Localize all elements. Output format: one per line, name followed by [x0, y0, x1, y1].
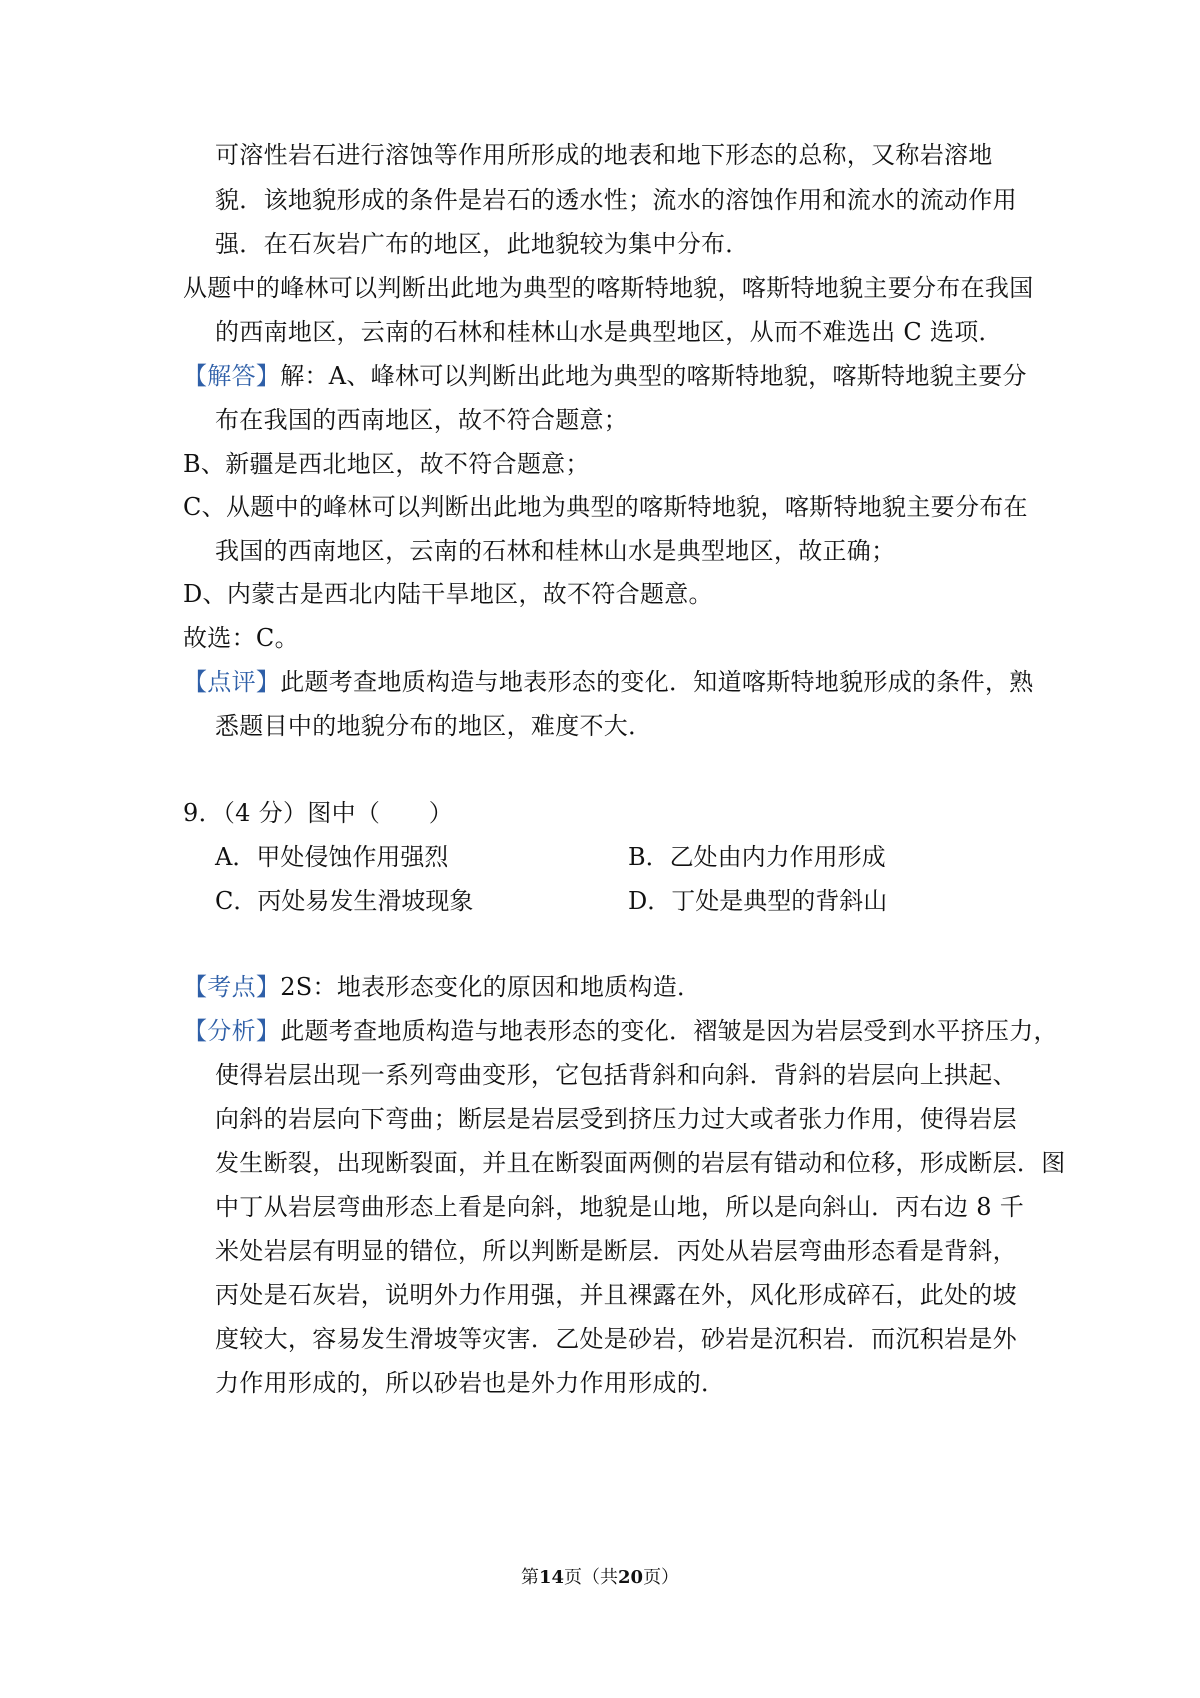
- review-line-2: 悉题目中的地貌分布的地区，难度不大．: [215, 712, 653, 740]
- answer-line-1: [183, 361, 1027, 391]
- footer-suffix: 页）: [643, 1567, 680, 1588]
- question-9-stem: 9．（4 分）图中（ ）: [183, 799, 454, 827]
- question-9-option-c: C．丙处易发生滑坡现象: [215, 887, 474, 915]
- answer-line-2: 布在我国的西南地区，故不符合题意；: [215, 406, 629, 434]
- answer-choice: 故选：C。: [183, 624, 299, 652]
- review-text-1: 此题考查地质构造与地表形态的变化．知道喀斯特地貌形成的条件，熟: [280, 668, 1034, 696]
- answer-text-1: 解：A、峰林可以判断出此地为典型的喀斯特地貌，喀斯特地貌主要分: [280, 362, 1027, 390]
- intro-line-1: 可溶性岩石进行溶蚀等作用所形成的地表和地下形态的总称，又称岩溶地: [215, 141, 993, 169]
- answer-option-d: D、内蒙古是西北内陆干旱地区，故不符合题意。: [183, 580, 713, 608]
- answer-option-c-1: C、从题中的峰林可以判断出此地为典型的喀斯特地貌，喀斯特地貌主要分布在: [183, 493, 1028, 521]
- intro-line-2: 貌．该地貌形成的条件是岩石的透水性；流水的溶蚀作用和流水的流动作用: [215, 186, 1017, 214]
- analysis-tag: 【分析】: [183, 1017, 281, 1045]
- question-9-option-b: B．乙处由内力作用形成: [628, 843, 886, 871]
- analysis-line-9: 力作用形成的，所以砂岩也是外力作用形成的．: [215, 1369, 726, 1397]
- review-tag: 【点评】: [183, 668, 281, 696]
- answer-tag: 【解答】: [183, 362, 281, 390]
- analysis-line-8: 度较大，容易发生滑坡等灾害．乙处是砂岩，砂岩是沉积岩．而沉积岩是外: [215, 1325, 1017, 1353]
- point-line: [183, 972, 701, 1002]
- analysis-line-4: 发生断裂，出现断裂面，并且在断裂面两侧的岩层有错动和位移，形成断层．图: [215, 1149, 1066, 1177]
- judge-line-2: 的西南地区，云南的石林和桂林山水是典型地区，从而不难选出 C 选项．: [215, 318, 1003, 346]
- review-line-1: [183, 667, 1034, 697]
- analysis-line-2: 使得岩层出现一系列弯曲变形，它包括背斜和向斜．背斜的岩层向上拱起、: [215, 1061, 1017, 1089]
- question-9-option-d: D．丁处是典型的背斜山: [628, 887, 888, 915]
- judge-line-1: 从题中的峰林可以判断出此地为典型的喀斯特地貌，喀斯特地貌主要分布在我国: [183, 274, 1034, 302]
- analysis-line-1: [183, 1016, 1058, 1046]
- footer-prefix: 第: [520, 1567, 539, 1588]
- question-9-option-a: A．甲处侵蚀作用强烈: [215, 843, 449, 871]
- footer-middle: 页（共: [564, 1567, 618, 1588]
- analysis-line-7: 丙处是石灰岩，说明外力作用强，并且裸露在外，风化形成碎石，此处的坡: [215, 1281, 1017, 1309]
- intro-line-3: 强．在石灰岩广布的地区，此地貌较为集中分布．: [215, 230, 750, 258]
- analysis-line-3: 向斜的岩层向下弯曲；断层是岩层受到挤压力过大或者张力作用，使得岩层: [215, 1105, 1017, 1133]
- point-tag: 【考点】: [183, 973, 281, 1001]
- analysis-text-1: 此题考查地质构造与地表形态的变化．褶皱是因为岩层受到水平挤压力，: [280, 1017, 1058, 1045]
- answer-option-b: B、新疆是西北地区，故不符合题意；: [183, 450, 590, 478]
- analysis-line-5: 中丁从岩层弯曲形态上看是向斜，地貌是山地，所以是向斜山．丙右边 8 千: [215, 1193, 1025, 1221]
- footer-page-number: 14: [538, 1567, 564, 1588]
- page-footer: [0, 1566, 1200, 1590]
- analysis-line-6: 米处岩层有明显的错位，所以判断是断层．丙处从岩层弯曲形态看是背斜，: [215, 1237, 1017, 1265]
- answer-option-c-2: 我国的西南地区，云南的石林和桂林山水是典型地区，故正确；: [215, 537, 896, 565]
- point-text: 2S：地表形态变化的原因和地质构造．: [280, 973, 702, 1001]
- footer-total-pages: 20: [618, 1567, 644, 1588]
